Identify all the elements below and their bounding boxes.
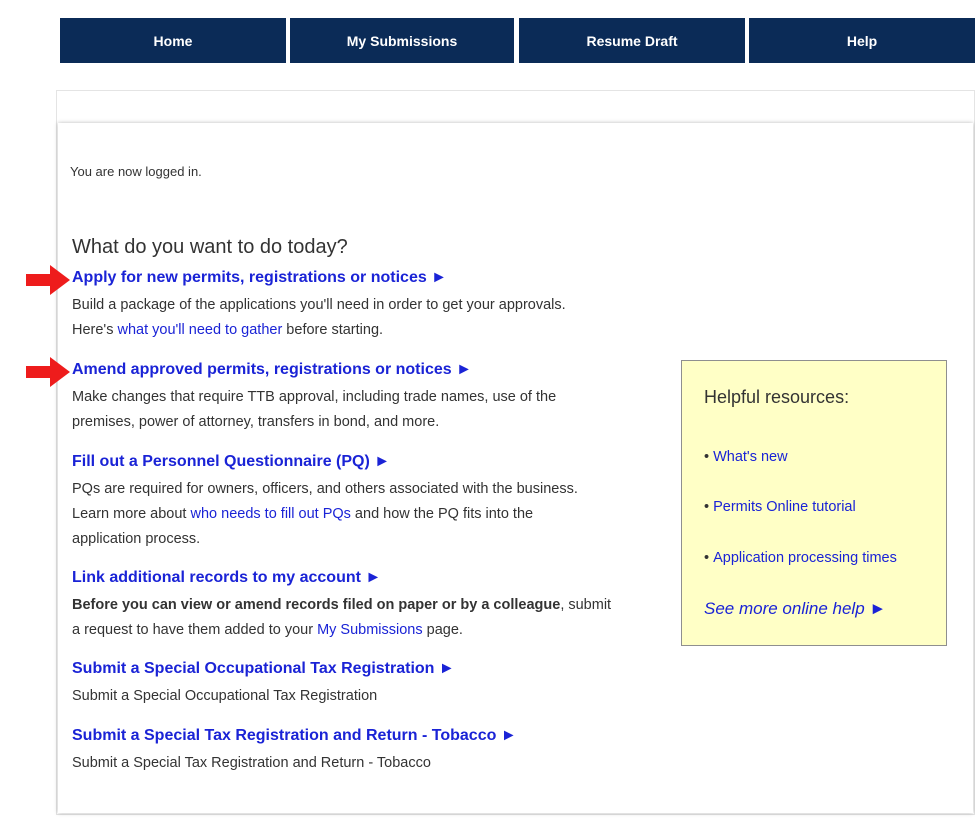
red-arrow-icon <box>26 357 70 387</box>
special-occupational-tax-description: Submit a Special Occupational Tax Registration <box>72 688 378 704</box>
link-records-description <box>72 593 662 643</box>
desc-text: Learn more about <box>72 506 191 522</box>
special-tax-tobacco-description: Submit a Special Tax Registration and Return - Tobacco <box>72 755 431 771</box>
processing-times-link[interactable] <box>704 550 897 566</box>
permits-online-tutorial-link[interactable] <box>704 499 856 515</box>
pq-description-line <box>72 502 662 527</box>
desc-text: a request to have them added to your <box>72 622 318 638</box>
personnel-questionnaire-link[interactable]: Fill out a Personnel Questionnaire (PQ) ► <box>72 453 391 470</box>
amend-description-line: Make changes that require TTB approval, including trade names, use of the <box>72 389 557 405</box>
see-more-help-link[interactable]: See more online help ► <box>704 599 887 618</box>
amend-description-line: premises, power of attorney, transfers in bond, and more. <box>72 414 440 430</box>
bullet-icon: • <box>704 499 710 515</box>
resource-label: Permits Online tutorial <box>713 499 856 515</box>
special-occupational-tax-link[interactable]: Submit a Special Occupational Tax Registration ► <box>72 660 455 677</box>
red-arrow-icon <box>26 265 70 295</box>
nav-help[interactable]: Help <box>749 18 975 63</box>
my-submissions-link[interactable]: My Submissions <box>317 622 423 638</box>
apply-description-line: Build a package of the applications you'll need in order to get your approvals. <box>72 297 566 313</box>
link-records-link[interactable]: Link additional records to my account ► <box>72 569 382 586</box>
special-tax-tobacco-link[interactable]: Submit a Special Tax Registration and Return - Tobacco ► <box>72 727 517 744</box>
link-records-description-line <box>72 618 662 643</box>
page-heading: What do you want to do today? <box>72 236 348 258</box>
desc-bold-text: Before you can view or amend records filed on paper or by a colleague <box>72 597 561 613</box>
desc-text: , submit <box>560 597 612 613</box>
bullet-icon: • <box>704 550 710 566</box>
desc-text: before starting. <box>282 322 384 338</box>
nav-home[interactable]: Home <box>60 18 286 63</box>
nav-resume-draft[interactable]: Resume Draft <box>519 18 745 63</box>
amend-description <box>72 385 662 435</box>
apply-description <box>72 293 662 343</box>
resources-title: Helpful resources: <box>704 387 850 407</box>
nav-my-submissions[interactable]: My Submissions <box>290 18 514 63</box>
whats-new-link[interactable] <box>704 449 788 465</box>
bullet-icon: • <box>704 449 710 465</box>
pq-description <box>72 477 662 552</box>
desc-text: and how the PQ fits into the <box>350 506 534 522</box>
pq-description-line: PQs are required for owners, officers, and others associated with the business. <box>72 481 578 497</box>
resource-label: What's new <box>713 449 788 465</box>
amend-permits-link[interactable]: Amend approved permits, registrations or notices ► <box>72 361 472 378</box>
apply-description-line <box>72 318 662 343</box>
resource-label: Application processing times <box>713 550 897 566</box>
pq-description-line: application process. <box>72 531 201 547</box>
login-status: You are now logged in. <box>70 164 202 179</box>
who-needs-pq-link[interactable]: who needs to fill out PQs <box>190 506 351 522</box>
what-to-gather-link[interactable]: what you'll need to gather <box>117 322 283 338</box>
apply-new-permits-link[interactable]: Apply for new permits, registrations or notices ► <box>72 269 448 286</box>
desc-text: Here's <box>72 322 118 338</box>
desc-text: page. <box>422 622 463 638</box>
link-records-description-line <box>72 593 662 618</box>
helpful-resources-box <box>681 360 947 646</box>
